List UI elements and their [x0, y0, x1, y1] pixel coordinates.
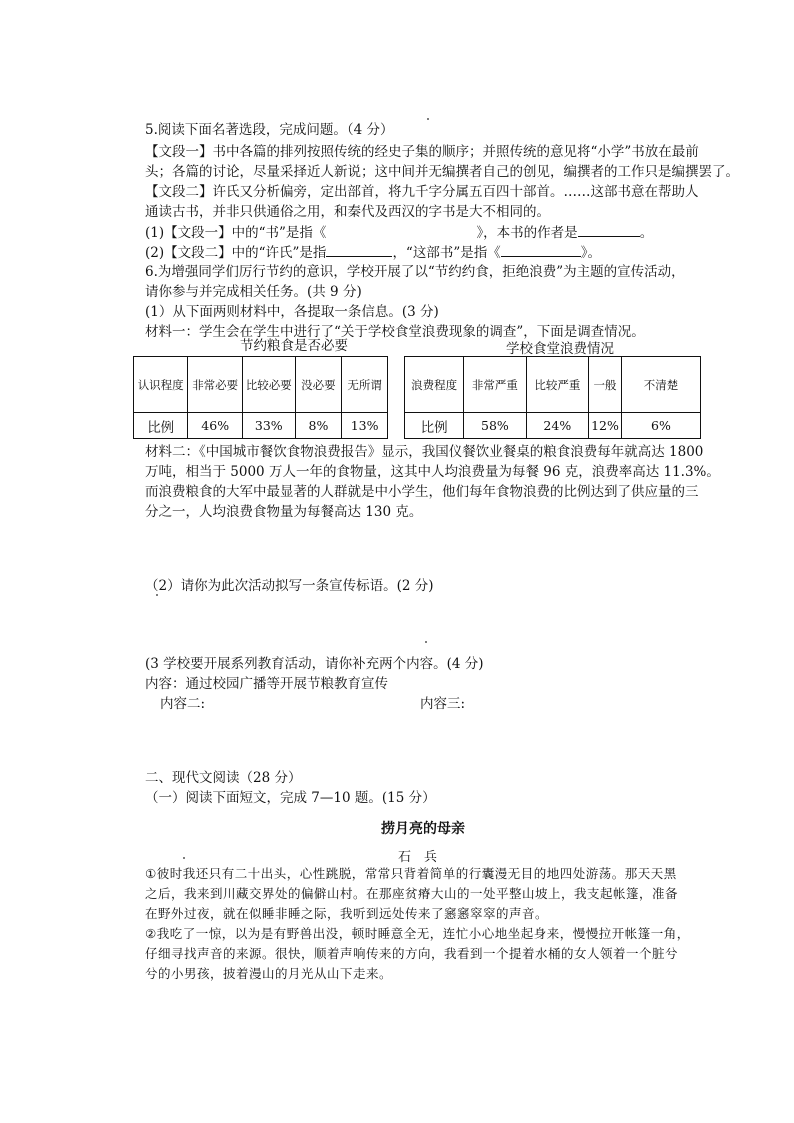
q6-material1: 材料一：学生会在学生中进行了“关于学校食堂浪费现象的调查”，下面是调查情况。	[145, 324, 645, 340]
q6-material2-line4: 分之一，人均浪费食物量为每餐高达 130 克。	[145, 504, 423, 520]
table1-header-cell: 非常必要	[188, 357, 243, 413]
q6-material2-line1: 材料二：《中国城市餐饮食物浪费报告》显示，我国仪餐饮业餐桌的粮食浪费每年就高达 1800	[145, 444, 704, 460]
q5-book2-blank[interactable]	[501, 242, 581, 257]
table2-header-cell: 浪费程度	[405, 357, 464, 413]
article-p1-line1: ①彼时我还只有二十出头，心性跳脱，常常只背着简单的行囊漫无目的地四处游荡。那天天黑	[145, 866, 677, 881]
table2-header-cell: 一般	[589, 357, 622, 413]
q5-para1-line2: 头；各篇的讨论，尽量采择近人新说；这中间并无编撰者自己的创见，编撰者的工作只是编撰罢了。	[145, 164, 739, 180]
table-canteen-waste	[404, 356, 701, 439]
q5-title: 5.阅读下面名著选段，完成问题。（4 分）	[145, 122, 394, 138]
q6-content3-label: 内容三:	[420, 696, 466, 712]
q6-sub1: (1）从下面两则材料中，各提取一条信息。(3 分)	[145, 304, 439, 320]
q5-para1-line1: 【文段一】书中各篇的排列按照传统的经史子集的顺序；并照传统的意见将“小学”书放在最前	[145, 144, 699, 160]
q6-title-line1: 6.为增强同学们厉行节约的意识，学校开展了以“节约约食，拒绝浪费”为主题的宣传活动，	[145, 264, 685, 280]
q5-author-blank[interactable]	[578, 222, 640, 237]
table2-value-cell: 6%	[621, 413, 700, 439]
q6-content1: 内容：通过校园广播等开展节粮教育宣传	[145, 676, 388, 692]
article-p2-line3: 兮的小男孩，披着漫山的月光从山下走来。	[145, 966, 393, 981]
scan-speck	[156, 594, 158, 596]
article-p1-line2: 之后，我来到川藏交界处的偏僻山村。在那座贫瘠大山的一处平整山坡上，我支起帐篷，准备	[145, 886, 679, 901]
table1-header-cell: 认识程度	[134, 357, 188, 413]
table2-value-cell: 24%	[526, 413, 588, 439]
table1-header-cell: 比较必要	[243, 357, 296, 413]
table1-header-cell: 无所谓	[342, 357, 388, 413]
table1-header-cell: 没必要	[295, 357, 342, 413]
q5-sub1-text-b: 》，本书的作者是	[476, 225, 578, 241]
table1-value-cell: 13%	[342, 413, 388, 439]
table1-value-cell: 8%	[295, 413, 342, 439]
scan-speck	[183, 857, 185, 859]
q6-sub3: (3 学校要开展系列教育活动，请你补充两个内容。(4 分)	[145, 656, 484, 672]
table-grain-necessity	[133, 356, 388, 439]
section2-title: 二、现代文阅读（28 分）	[145, 770, 302, 786]
table2-header-cell: 非常严重	[464, 357, 526, 413]
table1-value-cell: 33%	[243, 413, 296, 439]
q5-sub1	[145, 222, 653, 243]
q6-title-line2: 请你参与并完成相关任务。(共 9 分)	[145, 284, 362, 300]
q5-para2-line2: 通读古书，并非只供通俗之用，和秦代及西汉的字书是大不相同的。	[145, 204, 550, 220]
q5-sub1-text-a: (1)【文段一】中的“书”是指《	[145, 225, 327, 241]
table1-caption: 节约粮食是否必要	[240, 338, 348, 354]
table1-value-cell: 46%	[188, 413, 243, 439]
q5-sub2-text-c: 》。	[580, 245, 601, 261]
q6-sub2: （2）请你为此次活动拟写一条宣传标语。(2 分)	[145, 578, 434, 594]
table2-header-cell: 不清楚	[621, 357, 700, 413]
table2-value-cell: 12%	[589, 413, 622, 439]
q5-sub2-text-b: ，“这部书”是指《	[392, 245, 501, 261]
q5-xushi-blank[interactable]	[326, 242, 392, 257]
article-p1-line3: 在野外过夜，就在似睡非睡之际，我听到远处传来了窸窸窣窣的声音。	[145, 906, 549, 921]
table1-row-label: 比例	[134, 413, 188, 439]
table2-header-cell: 比较严重	[526, 357, 588, 413]
article-author: 石 兵	[398, 850, 438, 865]
q6-material2-line3: 而浪费粮食的大军中最显著的人群就是中小学生，他们每年食物浪费的比例达到了供应量的三	[145, 484, 699, 500]
section2-subtitle: （一）阅读下面短文，完成 7—10 题。(15 分）	[145, 790, 436, 806]
q5-sub2-text-a: (2)【文段二】中的“许氏”是指	[145, 245, 327, 261]
scan-speck	[427, 118, 429, 120]
table2-caption: 学校食堂浪费情况	[506, 341, 614, 357]
q5-para2-line1: 【文段二】许氏又分析偏旁，定出部首，将九千字分属五百四十部首。……这部书意在帮助人	[145, 184, 699, 200]
article-title: 捞月亮的母亲	[381, 821, 465, 837]
scan-speck	[425, 641, 427, 643]
q6-material2-line2: 万吨，相当于 5000 万人一年的食物量，这其中人均浪费量为每餐 96 克，浪费率高达 11.3%。	[145, 464, 720, 480]
table2-value-cell: 58%	[464, 413, 526, 439]
table2-row-label: 比例	[405, 413, 464, 439]
q5-sub2	[145, 242, 601, 263]
q5-sub1-text-c: 。	[639, 225, 654, 241]
q6-content2-label: 内容二:	[160, 696, 206, 712]
article-p2-line1: ②我吃了一惊，以为是有野兽出没，顿时睡意全无，连忙小心地坐起身来，慢慢拉开帐篷一角，	[145, 926, 690, 941]
article-p2-line2: 仔细寻找声音的来源。很快，顺着声响传来的方向，我看到一个提着水桶的女人领着一个脏兮	[145, 946, 679, 961]
